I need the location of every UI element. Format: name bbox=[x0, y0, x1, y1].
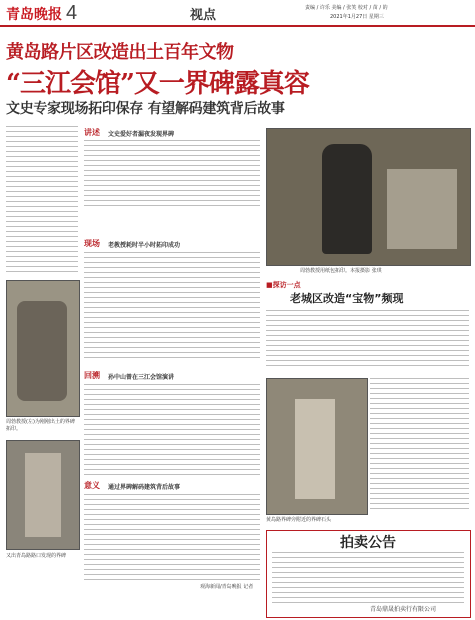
newspaper-logo: 青岛晚报 bbox=[6, 7, 62, 23]
dateline: 2021年1月27日 星期三 bbox=[330, 14, 384, 20]
section-title: 视点 bbox=[190, 8, 217, 23]
main-photo-caption: 周勃教授用纸包拓印。本报摄影 张琪 bbox=[300, 268, 382, 274]
section-2-text bbox=[84, 252, 260, 362]
side-feature-text bbox=[266, 310, 469, 370]
side-column-text bbox=[370, 378, 469, 513]
side-photo-caption: 黄岛路界碑旁附近的界碑石头 bbox=[266, 517, 332, 523]
left-caption-1: 周勃教授(左)为刚刚出土的界碑拓印。 bbox=[6, 419, 75, 432]
left-column-text bbox=[6, 126, 78, 276]
section-3-text bbox=[84, 384, 260, 476]
section-2-label: 现场 bbox=[84, 239, 100, 248]
byline: 观海新闻/青岛晚报 记者 bbox=[200, 584, 254, 590]
section-4-text bbox=[84, 494, 260, 580]
section-3-title: 孙中山曾在三江会馆演讲 bbox=[108, 374, 175, 381]
headline-kicker: 黄岛路片区改造出土百年文物 bbox=[6, 42, 234, 63]
side-photo bbox=[266, 378, 368, 515]
masthead-rule bbox=[0, 25, 475, 27]
auction-company: 青岛鼎晟拍卖行有限公司 bbox=[370, 606, 437, 613]
auction-text bbox=[272, 552, 464, 604]
section-2-title: 老教授耗时半小时拓印成功 bbox=[108, 242, 181, 249]
section-1-label: 讲述 bbox=[84, 128, 100, 137]
section-1-title: 文史爱好者漏夜发现界碑 bbox=[108, 131, 175, 138]
headline-deck: 文史专家现场拓印保存 有望解码建筑背后故事 bbox=[6, 101, 285, 117]
section-3-label: 回溯 bbox=[84, 371, 100, 380]
side-feature-tag: ■探访一点 bbox=[266, 281, 301, 289]
section-1-text bbox=[84, 140, 260, 210]
side-feature-title: 老城区改造“宝物”频现 bbox=[290, 292, 404, 305]
page-number: 4 bbox=[66, 2, 78, 24]
section-4-title: 通过界碑解码建筑背后故事 bbox=[108, 484, 181, 491]
headline-main: “三江会馆”又一界碑露真容 bbox=[6, 69, 309, 99]
auction-title: 拍卖公告 bbox=[340, 535, 396, 551]
section-4-label: 意义 bbox=[84, 481, 100, 490]
left-caption-2: 又出青岛路路口发现的界碑 bbox=[6, 553, 67, 559]
main-photo bbox=[266, 128, 471, 266]
left-photo-1 bbox=[6, 280, 80, 417]
left-photo-2 bbox=[6, 440, 80, 550]
editors-credit: 责编 / 许乐 美编 / 张笑 校对 / 苗 / 的 bbox=[305, 5, 388, 11]
